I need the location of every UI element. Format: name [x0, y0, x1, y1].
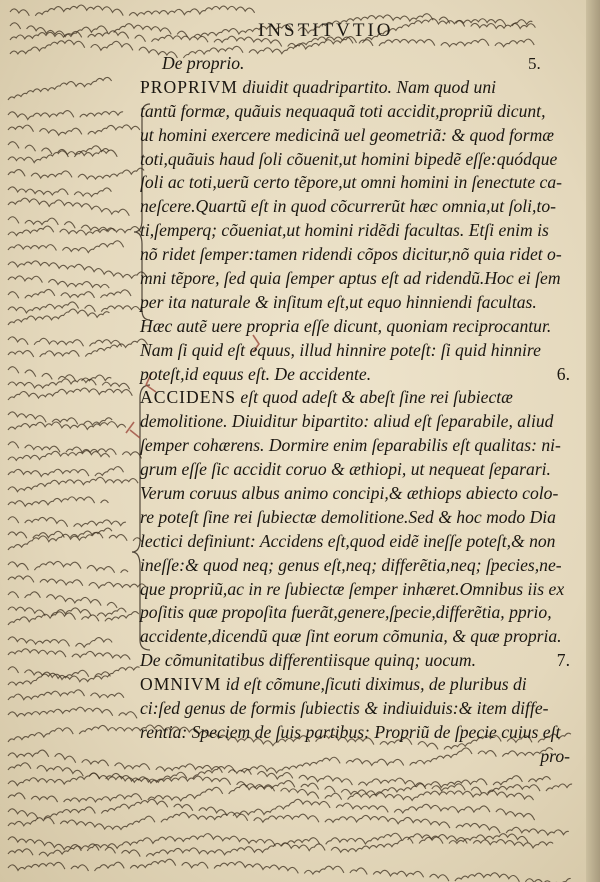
handwriting-stroke [8, 339, 154, 357]
line-text: ſemper cohærens. Dormire enim ſeparabilis eſt qualitas: ni- [140, 435, 561, 456]
line-text: Nam ſi quid eſt equus, illud hinnire poteſt: ſi quid hinnire [140, 339, 541, 360]
line-text: diuidit quadripartito. Nam quod uni [237, 76, 497, 97]
text-line [140, 363, 570, 387]
text-line [140, 506, 570, 530]
handwriting-stroke [8, 111, 123, 120]
handwriting-stroke [8, 612, 139, 625]
handwriting-stroke [8, 467, 124, 477]
handwriting-stroke [8, 422, 126, 430]
handwriting-stroke [8, 707, 143, 718]
handwriting-stroke [8, 607, 126, 616]
text-line [140, 625, 570, 649]
line-text: poteſt,id equus eſt. De accidente. [140, 363, 372, 384]
handwriting-stroke [8, 198, 135, 216]
text-line [140, 219, 570, 243]
text-line [140, 243, 570, 267]
text-line [140, 458, 570, 482]
running-head: INSTITVTIO [258, 20, 394, 41]
handwriting-stroke [8, 451, 110, 461]
handwriting-stroke [8, 241, 130, 253]
line-text: Verum coruus albus animo concipi,& æthiops abiecto colo- [140, 483, 559, 504]
handwriting-stroke [8, 637, 112, 647]
text-line [140, 554, 570, 578]
chapter-lead-word: PROPRIVM [140, 76, 238, 97]
handwriting-stroke [8, 528, 112, 550]
line-text: nõ ridet ſemper:tamen ridendi cõpos dicitur,nõ quia ridet o- [140, 244, 562, 265]
handwriting-stroke [8, 477, 138, 491]
handwriting-stroke [8, 149, 123, 162]
handwriting-stroke [8, 531, 142, 542]
handwriting-stroke [8, 592, 117, 608]
text-line [140, 267, 570, 291]
handwriting-stroke [8, 379, 136, 389]
handwriting-stroke [8, 142, 109, 157]
text-line [140, 339, 570, 363]
line-text: De cõmunitatibus differentiisque quinq; uocum. [140, 650, 477, 671]
line-text: ti,ſemperq; cõueniat,ut homini ridẽdi facultas. Etſi enim is [140, 220, 549, 241]
line-text: mni tẽpore, ſed quia ſemper aptus eſt ad ridendũ.Hoc ei ſem [140, 268, 561, 289]
handwriting-stroke [8, 561, 128, 572]
chapter-lead-word: OMNIVM [140, 674, 222, 695]
handwriting-stroke [8, 773, 572, 801]
handwriting-stroke [8, 649, 130, 660]
handwriting-stroke [8, 690, 124, 700]
text-line [140, 291, 570, 315]
line-text: re poteſt ſine rei ſubiectæ demolitione.Sed & hoc modo Dia [140, 506, 556, 527]
text-line [140, 315, 570, 339]
handwriting-stroke [8, 799, 541, 820]
text-line [140, 195, 570, 219]
text-line [140, 673, 570, 697]
text-line [140, 386, 570, 410]
handwriting-stroke [8, 367, 111, 381]
handwriting-stroke [10, 5, 255, 16]
line-text: De proprio. [162, 53, 245, 73]
text-line [140, 482, 570, 506]
line-text: tantũ formæ, quãuis nequaquã toti accidit,propriũ dicunt, [140, 100, 546, 121]
text-line [140, 530, 570, 554]
red-pen-mark-2 [126, 422, 140, 438]
section-number: 6. [556, 363, 570, 384]
text-line [140, 100, 570, 124]
line-text: ineſſe:& quod neq; genus eſt,neq; differẽtia,neq; ſpecies,ne- [140, 554, 562, 575]
line-text: grum eſſe ſic accidit coruo & æthiopi, ut nequeat ſeparari. [140, 459, 551, 480]
handwriting-stroke [8, 217, 147, 233]
line-text: ci:ſed genus de formis ſubiectis & indiuiduis:& item diffe- [140, 698, 549, 719]
line-text: ut homini exercere medicinã uel geometriã: & quod formæ [140, 124, 555, 145]
line-text: poſitis quæ propoſita fuerãt,genere,ſpecie,differẽtia, pprio, [140, 602, 552, 623]
line-text: rentia: Speciem de ſuis partibus: Propriũ de ſpecie cuius eſt [140, 721, 561, 742]
handwriting-stroke [8, 576, 146, 588]
line-text: lectici definiunt: Accidens eſt,quod eidẽ ineſſe poteſt,& non [140, 530, 556, 551]
line-text: neſcere.Quartũ eſt in quod cõcurrerũt hæc omnia,ut ſoli,to- [140, 196, 556, 217]
handwriting-stroke [8, 859, 571, 882]
handwriting-stroke [8, 442, 148, 459]
text-line [140, 601, 570, 625]
line-text: accidente,dicendũ quæ ſint eorum cõmunia, & quæ propria. [140, 626, 562, 647]
text-line [140, 649, 570, 673]
line-text: id eſt cõmune,ſicuti diximus, de pluribus di [221, 674, 527, 695]
handwriting-stroke [8, 226, 115, 236]
text-line [140, 434, 570, 458]
text-line [140, 124, 570, 148]
line-text: ſoli ac toti,uerũ certo tẽpore,ut omni homini in ſenectute ca- [140, 172, 562, 193]
line-text: eſt quod adeſt & abeſt ſine rei ſubiectæ [235, 387, 513, 408]
text-line [140, 76, 570, 100]
handwriting-stroke [8, 302, 140, 313]
handwriting-stroke [8, 833, 534, 856]
text-line [140, 410, 570, 434]
text-line [140, 148, 570, 172]
handwriting-stroke [8, 497, 108, 506]
handwriting-stroke [8, 289, 137, 298]
text-line [140, 721, 570, 745]
line-text: pro- [540, 745, 570, 766]
line-text: que propriũ,ac in re ſubiectæ ſemper inhæret.Omnibus iis ex [140, 578, 565, 599]
handwriting-stroke [8, 309, 109, 325]
handwriting-stroke [8, 261, 147, 278]
line-text: toti,quãuis haud ſoli cõuenit,ut homini bipedẽ eſſe:quódque [140, 148, 558, 169]
section-heading [140, 52, 570, 76]
handwriting-stroke [8, 517, 126, 527]
printed-text-block [140, 52, 570, 769]
handwriting-stroke [8, 337, 128, 347]
line-text: demolitione. Diuiditur bipartito: aliud eſt ſeparabile, aliud [140, 411, 554, 432]
handwriting-stroke [8, 388, 138, 400]
handwriting-stroke [8, 412, 112, 425]
handwriting-stroke [8, 125, 140, 135]
text-line [140, 697, 570, 721]
text-line [140, 171, 570, 195]
handwriting-stroke [8, 834, 553, 853]
text-line [140, 578, 570, 602]
handwriting-stroke [8, 276, 109, 288]
handwriting-stroke [8, 77, 112, 100]
handwriting-stroke [8, 168, 144, 179]
catchword [140, 745, 570, 769]
handwriting-stroke [8, 667, 140, 682]
line-text: Hæc autẽ uere propria eſſe dicunt, quoniam reciprocantur. [140, 315, 552, 336]
handwriting-stroke [8, 187, 111, 197]
chapter-lead-word: ACCIDENS [140, 387, 236, 408]
handwriting-stroke [8, 776, 551, 802]
section-number: 7. [556, 650, 570, 671]
folio-number: 5. [528, 54, 541, 73]
handwriting-stroke [8, 670, 110, 685]
handwriting-stroke [8, 812, 569, 835]
line-text: per ita naturale & inſitum eſt,ut equo hinniendi facultas. [140, 291, 537, 312]
page-gutter-shadow [586, 0, 600, 882]
